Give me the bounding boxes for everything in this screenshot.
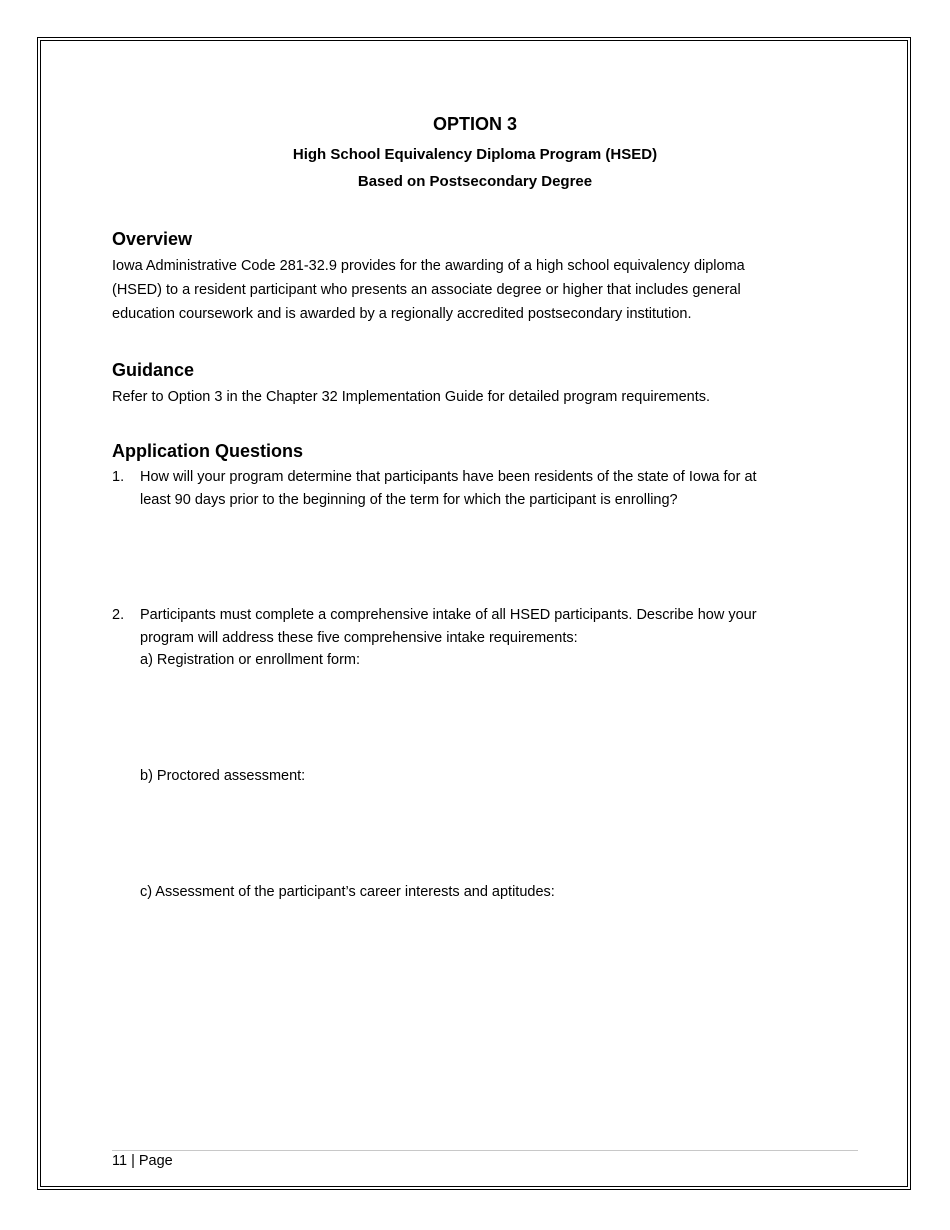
overview-heading: Overview xyxy=(112,229,193,249)
question-2-line-2: program will address these five comprehensive intake requirements: xyxy=(140,630,578,646)
question-1-number: 1. xyxy=(112,469,125,485)
guidance-heading: Guidance xyxy=(112,360,195,380)
overview-line-1: Iowa Administrative Code 281-32.9 provides for the awarding of a high school equivalency diploma xyxy=(112,258,745,274)
overview-line-2: (HSED) to a resident participant who presents an associate degree or higher that includes general xyxy=(112,282,741,298)
question-2a: a) Registration or enrollment form: xyxy=(140,652,360,668)
program-basis: Based on Postsecondary Degree xyxy=(357,173,593,190)
question-1-line-1: How will your program determine that participants have been residents of the state of Iowa for at xyxy=(140,469,757,485)
questions-heading: Application Questions xyxy=(112,441,304,461)
question-1-line-2: least 90 days prior to the beginning of the term for which the participant is enrolling? xyxy=(140,492,678,508)
guidance-text: Refer to Option 3 in the Chapter 32 Implementation Guide for detailed program requirements. xyxy=(112,389,711,405)
question-2-number: 2. xyxy=(112,607,125,623)
option-title: OPTION 3 xyxy=(432,114,517,134)
question-2-line-1: Participants must complete a comprehensive intake of all HSED participants. Describe how your xyxy=(140,607,757,623)
question-2b: b) Proctored assessment: xyxy=(140,768,306,784)
program-title: High School Equivalency Diploma Program (HSED) xyxy=(292,146,658,163)
overview-line-3: education coursework and is awarded by a regionally accredited postsecondary institution. xyxy=(112,306,692,322)
footer-divider xyxy=(112,1150,858,1151)
page-number: 11 | Page xyxy=(112,1153,173,1169)
question-2c: c) Assessment of the participant’s career interests and aptitudes: xyxy=(140,884,555,900)
